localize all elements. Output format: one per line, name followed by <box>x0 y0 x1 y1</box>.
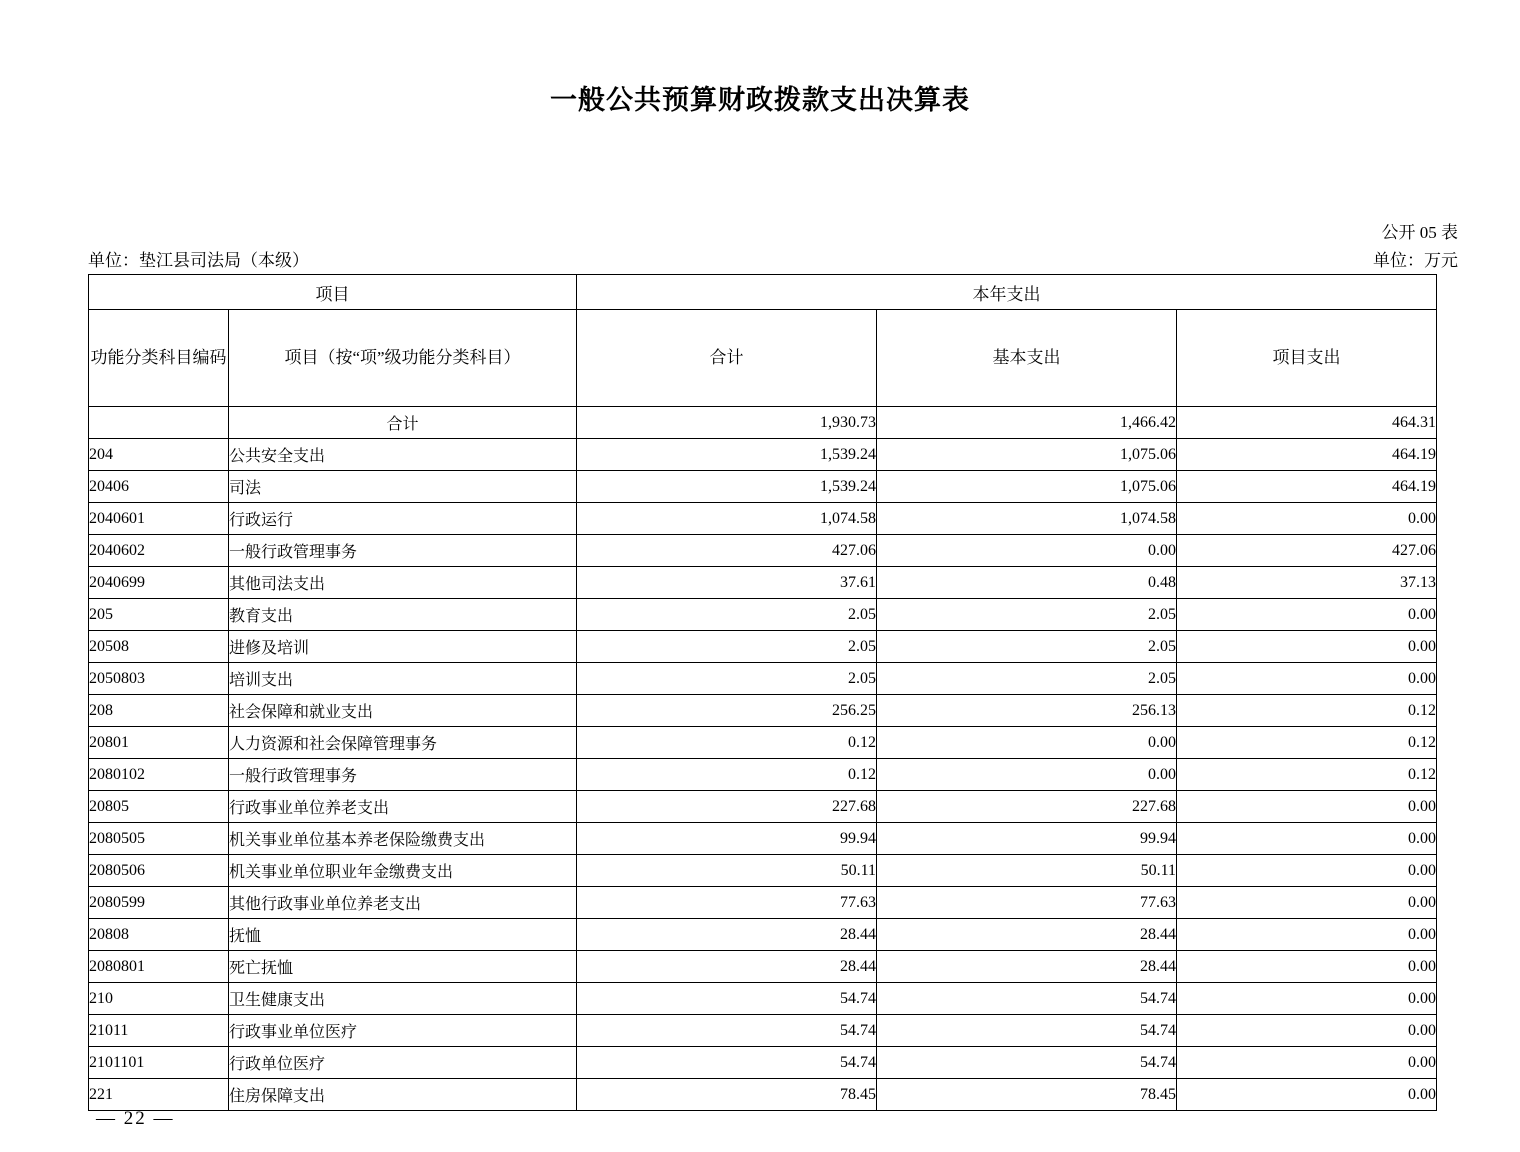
cell-code: 205 <box>89 599 229 631</box>
cell-code: 2080102 <box>89 759 229 791</box>
cell-name: 死亡抚恤 <box>229 951 577 983</box>
cell-total: 50.11 <box>577 855 877 887</box>
cell-name: 教育支出 <box>229 599 577 631</box>
cell-total: 37.61 <box>577 567 877 599</box>
unit-measure: 单位：万元 <box>1373 251 1458 270</box>
header-col-project: 项目支出 <box>1177 310 1437 407</box>
cell-name: 行政事业单位医疗 <box>229 1015 577 1047</box>
table-row <box>89 567 1437 599</box>
cell-project: 0.12 <box>1177 695 1437 727</box>
table-header-group-row <box>89 275 1437 310</box>
cell-project: 0.00 <box>1177 823 1437 855</box>
header-col-basic: 基本支出 <box>877 310 1177 407</box>
meta-row <box>88 246 1458 271</box>
table-row <box>89 599 1437 631</box>
cell-name: 一般行政管理事务 <box>229 759 577 791</box>
table-row <box>89 695 1437 727</box>
cell-project: 464.19 <box>1177 471 1437 503</box>
table-row <box>89 1015 1437 1047</box>
cell-basic: 77.63 <box>877 887 1177 919</box>
cell-name: 行政单位医疗 <box>229 1047 577 1079</box>
cell-total: 28.44 <box>577 919 877 951</box>
cell-basic: 1,075.06 <box>877 471 1177 503</box>
cell-basic: 54.74 <box>877 983 1177 1015</box>
cell-name: 机关事业单位职业年金缴费支出 <box>229 855 577 887</box>
cell-basic: 2.05 <box>877 631 1177 663</box>
cell-project: 0.00 <box>1177 1047 1437 1079</box>
cell-total: 427.06 <box>577 535 877 567</box>
cell-basic: 227.68 <box>877 791 1177 823</box>
cell-name: 行政运行 <box>229 503 577 535</box>
cell-project: 0.00 <box>1177 631 1437 663</box>
cell-basic: 54.74 <box>877 1015 1177 1047</box>
cell-code: 20805 <box>89 791 229 823</box>
header-col-total: 合计 <box>577 310 877 407</box>
table-row <box>89 663 1437 695</box>
cell-name: 社会保障和就业支出 <box>229 695 577 727</box>
unit-organization: 单位：垫江县司法局（本级） <box>88 251 309 270</box>
table-row <box>89 1079 1437 1111</box>
cell-project: 0.00 <box>1177 599 1437 631</box>
cell-basic: 1,075.06 <box>877 439 1177 471</box>
cell-project: 0.00 <box>1177 503 1437 535</box>
cell-code: 20808 <box>89 919 229 951</box>
cell-name: 进修及培训 <box>229 631 577 663</box>
cell-name: 人力资源和社会保障管理事务 <box>229 727 577 759</box>
table-row <box>89 887 1437 919</box>
table-row <box>89 855 1437 887</box>
cell-code: 2080599 <box>89 887 229 919</box>
cell-project: 0.00 <box>1177 855 1437 887</box>
table-row <box>89 951 1437 983</box>
cell-basic: 78.45 <box>877 1079 1177 1111</box>
cell-basic: 2.05 <box>877 599 1177 631</box>
cell-project: 0.12 <box>1177 727 1437 759</box>
cell-project: 0.00 <box>1177 663 1437 695</box>
table-row <box>89 631 1437 663</box>
cell-project: 0.00 <box>1177 791 1437 823</box>
header-group-item: 项目 <box>89 275 577 310</box>
cell-code <box>89 407 229 439</box>
cell-project: 0.12 <box>1177 759 1437 791</box>
cell-project: 427.06 <box>1177 535 1437 567</box>
cell-code: 2040601 <box>89 503 229 535</box>
cell-project: 0.00 <box>1177 887 1437 919</box>
cell-code: 20801 <box>89 727 229 759</box>
cell-basic: 54.74 <box>877 1047 1177 1079</box>
cell-total: 0.12 <box>577 727 877 759</box>
table-row <box>89 471 1437 503</box>
cell-code: 210 <box>89 983 229 1015</box>
cell-name: 卫生健康支出 <box>229 983 577 1015</box>
table-row <box>89 439 1437 471</box>
cell-project: 0.00 <box>1177 983 1437 1015</box>
cell-code: 2040602 <box>89 535 229 567</box>
cell-code: 20406 <box>89 471 229 503</box>
table-row <box>89 407 1437 439</box>
cell-code: 2040699 <box>89 567 229 599</box>
header-col-name: 项目（按“项”级功能分类科目） <box>229 310 577 407</box>
cell-name: 机关事业单位基本养老保险缴费支出 <box>229 823 577 855</box>
cell-basic: 2.05 <box>877 663 1177 695</box>
cell-name: 住房保障支出 <box>229 1079 577 1111</box>
page-title: 一般公共预算财政拨款支出决算表 <box>550 85 970 115</box>
cell-code: 221 <box>89 1079 229 1111</box>
cell-total: 256.25 <box>577 695 877 727</box>
cell-basic: 256.13 <box>877 695 1177 727</box>
sheet-label: 公开 05 表 <box>1381 223 1458 242</box>
cell-name: 其他行政事业单位养老支出 <box>229 887 577 919</box>
cell-total: 1,074.58 <box>577 503 877 535</box>
table-row <box>89 535 1437 567</box>
cell-code: 2080506 <box>89 855 229 887</box>
cell-total: 54.74 <box>577 1047 877 1079</box>
table-row <box>89 823 1437 855</box>
cell-basic: 1,074.58 <box>877 503 1177 535</box>
cell-basic: 0.00 <box>877 759 1177 791</box>
cell-name: 培训支出 <box>229 663 577 695</box>
table-row <box>89 919 1437 951</box>
cell-code: 208 <box>89 695 229 727</box>
cell-total: 77.63 <box>577 887 877 919</box>
table-row <box>89 727 1437 759</box>
cell-code: 21011 <box>89 1015 229 1047</box>
cell-total: 54.74 <box>577 1015 877 1047</box>
header-group-current-year: 本年支出 <box>577 275 1437 310</box>
cell-total: 28.44 <box>577 951 877 983</box>
cell-total: 2.05 <box>577 631 877 663</box>
cell-code: 2080505 <box>89 823 229 855</box>
cell-total: 78.45 <box>577 1079 877 1111</box>
cell-total: 0.12 <box>577 759 877 791</box>
table-row <box>89 503 1437 535</box>
cell-code: 2101101 <box>89 1047 229 1079</box>
cell-name: 司法 <box>229 471 577 503</box>
cell-name: 一般行政管理事务 <box>229 535 577 567</box>
cell-basic: 0.00 <box>877 535 1177 567</box>
cell-name: 抚恤 <box>229 919 577 951</box>
cell-name: 行政事业单位养老支出 <box>229 791 577 823</box>
cell-project: 0.00 <box>1177 951 1437 983</box>
cell-code: 2050803 <box>89 663 229 695</box>
table-header <box>89 275 1437 407</box>
table-row <box>89 791 1437 823</box>
cell-basic: 28.44 <box>877 919 1177 951</box>
page-number: — 22 — <box>96 1108 175 1129</box>
cell-basic: 0.48 <box>877 567 1177 599</box>
cell-name: 合计 <box>229 407 577 439</box>
cell-name: 公共安全支出 <box>229 439 577 471</box>
cell-project: 37.13 <box>1177 567 1437 599</box>
cell-total: 1,930.73 <box>577 407 877 439</box>
cell-basic: 0.00 <box>877 727 1177 759</box>
cell-name: 其他司法支出 <box>229 567 577 599</box>
cell-basic: 50.11 <box>877 855 1177 887</box>
cell-basic: 1,466.42 <box>877 407 1177 439</box>
cell-project: 464.19 <box>1177 439 1437 471</box>
cell-project: 464.31 <box>1177 407 1437 439</box>
cell-total: 1,539.24 <box>577 471 877 503</box>
document-page <box>0 78 1520 1152</box>
cell-code: 204 <box>89 439 229 471</box>
cell-total: 54.74 <box>577 983 877 1015</box>
cell-total: 2.05 <box>577 599 877 631</box>
cell-total: 227.68 <box>577 791 877 823</box>
cell-basic: 28.44 <box>877 951 1177 983</box>
cell-total: 1,539.24 <box>577 439 877 471</box>
cell-code: 20508 <box>89 631 229 663</box>
table-row <box>89 759 1437 791</box>
cell-code: 2080801 <box>89 951 229 983</box>
cell-project: 0.00 <box>1177 919 1437 951</box>
cell-basic: 99.94 <box>877 823 1177 855</box>
cell-total: 2.05 <box>577 663 877 695</box>
table-row <box>89 983 1437 1015</box>
cell-project: 0.00 <box>1177 1079 1437 1111</box>
table-body <box>89 407 1437 1111</box>
cell-total: 99.94 <box>577 823 877 855</box>
header-col-code: 功能分类科目编码 <box>89 310 229 407</box>
table-header-column-row <box>89 310 1437 407</box>
budget-table <box>88 274 1437 1111</box>
cell-project: 0.00 <box>1177 1015 1437 1047</box>
